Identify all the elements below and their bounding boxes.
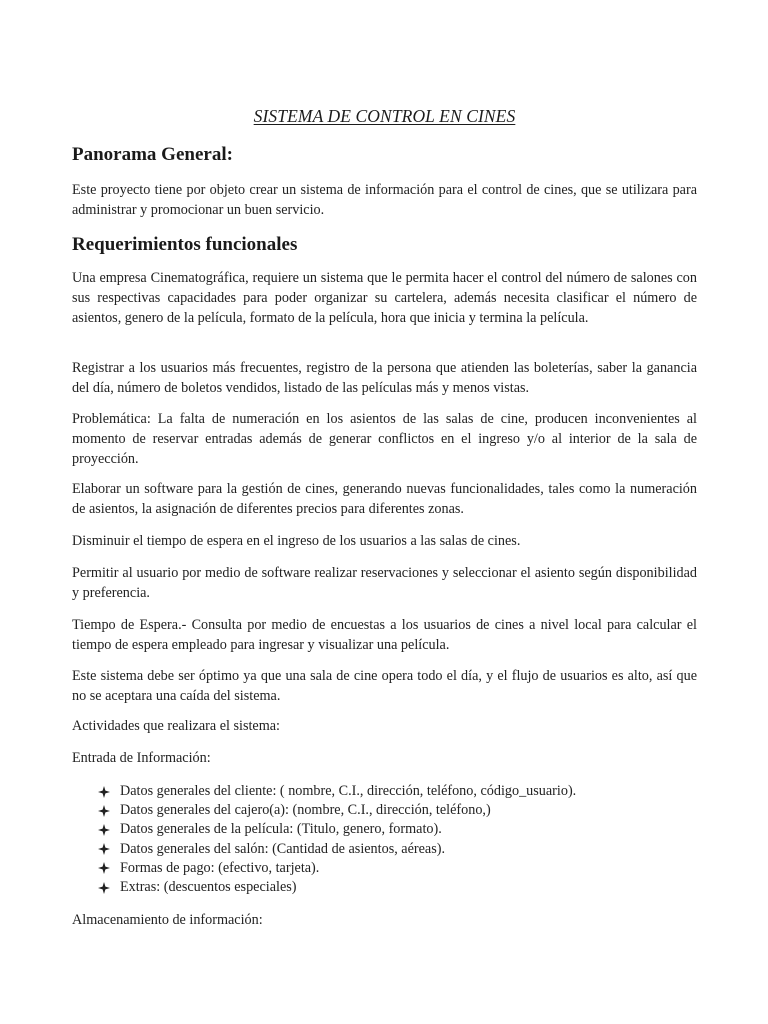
paragraph: Registrar a los usuarios más frecuentes, registro de la persona que atienden las boleterías, saber la ganancia del día, número de boletos vendidos, listado de las películas más y menos vistas.	[72, 360, 697, 396]
list-item	[98, 859, 576, 878]
paragraph: Permitir al usuario por medio de software realizar reservaciones y seleccionar el asiento según disponibilidad y preferencia.	[72, 565, 697, 601]
list-item-text: Formas de pago: (efectivo, tarjeta).	[120, 859, 320, 876]
paragraph: Actividades que realizara el sistema:	[72, 718, 280, 734]
list-item-text: Datos generales del cajero(a): (nombre, C.I., dirección, teléfono,)	[120, 802, 491, 819]
list-item	[98, 782, 576, 801]
list-item-text: Datos generales del cliente: ( nombre, C.I., dirección, teléfono, código_usuario).	[120, 783, 577, 800]
list-item-text: Datos generales de la película: (Titulo, genero, formato).	[120, 821, 442, 838]
paragraph: Este sistema debe ser óptimo ya que una sala de cine opera todo el día, y el flujo de usuarios es alto, así que no se aceptara una caída del sistema.	[72, 668, 697, 704]
list-item	[98, 878, 576, 897]
document-title: SISTEMA DE CONTROL EN CINES	[253, 106, 516, 126]
list-item	[98, 820, 576, 839]
paragraph: Elaborar un software para la gestión de cines, generando nuevas funcionalidades, tales como la numeración de asientos, la asignación de diferentes precios para diferentes zonas.	[72, 481, 697, 517]
paragraph: Tiempo de Espera.- Consulta por medio de encuestas a los usuarios de cines a nivel local para calcular el tiempo de espera empleado para ingresar y visualizar una película.	[72, 617, 697, 653]
diamond-bullet-icon	[98, 882, 110, 894]
paragraph: Una empresa Cinematográfica, requiere un sistema que le permita hacer el control del número de salones con sus respectivas capacidades para poder organizar su cartelera, además necesita clasificar el número de asientos, genero de la película, formato de la película, hora que inicia y termina la película.	[72, 270, 697, 326]
diamond-bullet-icon	[98, 805, 110, 817]
section-heading-panorama: Panorama General:	[72, 144, 233, 165]
list-item-text: Extras: (descuentos especiales)	[120, 879, 297, 896]
list-item	[98, 840, 576, 859]
paragraph: Problemática: La falta de numeración en los asientos de las salas de cine, producen inconvenientes al momento de reservar entradas además de generar conflictos en el ingreso y/o al interior de la sala de proyección.	[72, 411, 697, 467]
list-item	[98, 801, 576, 820]
list-item-text: Datos generales del salón: (Cantidad de asientos, aéreas).	[120, 840, 446, 857]
diamond-bullet-icon	[98, 862, 110, 874]
diamond-bullet-icon	[98, 843, 110, 855]
paragraph: Disminuir el tiempo de espera en el ingreso de los usuarios a las salas de cines.	[72, 533, 521, 549]
diamond-bullet-icon	[98, 824, 110, 836]
paragraph-panorama: Este proyecto tiene por objeto crear un sistema de información para el control de cines, que se utilizara para administrar y promocionar un buen servicio.	[72, 182, 697, 218]
paragraph: Entrada de Información:	[72, 750, 211, 766]
section-heading-requerimientos: Requerimientos funcionales	[72, 234, 298, 255]
bullet-list	[98, 782, 576, 897]
paragraph-almacenamiento: Almacenamiento de información:	[72, 912, 263, 928]
diamond-bullet-icon	[98, 786, 110, 798]
